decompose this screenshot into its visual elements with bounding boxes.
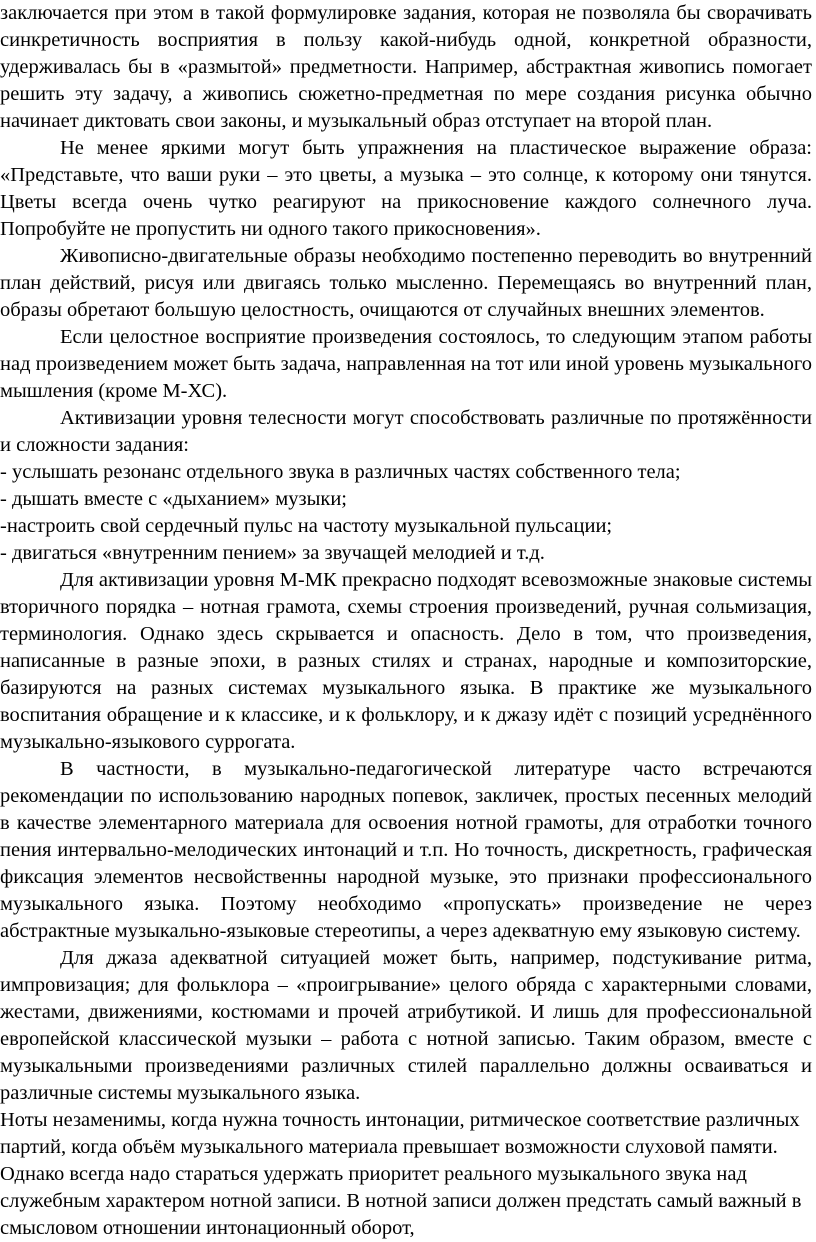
paragraph: Ноты незаменимы, когда нужна точность интонации, ритмическое соответствие различных партий, когда объём музыкального материала превышает возможности слуховой памяти. Однако всегда надо стараться удержать приоритет реального музыкального звука над служебным характером нотной записи. В нотной записи должен предстать самый важный в смысловом отношении интонационный оборот,	[0, 1109, 802, 1239]
paragraph: Не менее яркими могут быть упражнения на пластическое выражение образа: «Представьте, что ваши руки – это цветы, а музыка – это солнце, к которому они тянутся. Цветы всегда очень чутко реагируют на прикосновение каждого солнечного луча. Попробуйте не пропустить ни одного такого прикосновения».	[0, 137, 812, 240]
list-item: -настроить свой сердечный пульс на частоту музыкальной пульсации;	[0, 515, 613, 537]
paragraph: В частности, в музыкально-педагогической литературе часто встречаются рекомендации по использованию народных попевок, закличек, простых песенных мелодий в качестве элементарного материала для освоения нотной грамоты, для отработки точного пения интервально-мелодических интонаций и т.п. Но точность, дискретность, графическая фиксация элементов несвойственны народной музыке, это признаки профессионального музыкального языка. Поэтому необходимо «пропускать» произведение не через абстрактные музыкально-языковые стереотипы, а через адекватную ему языковую систему.	[0, 758, 812, 942]
paragraph: Для джаза адекватной ситуацией может быть, например, подстукивание ритма, импровизация; для фольклора – «проигрывание» целого обряда с характерными словами, жестами, движениями, костюмами и прочей атрибутикой. И лишь для профессиональной европейской классической музыки – работа с нотной записью. Таким образом, вместе с музыкальными произведениями различных стилей параллельно должны осваиваться и различные системы музыкального языка.	[0, 947, 812, 1104]
paragraph: заключается при этом в такой формулировке задания, которая не позволяла бы сворачивать синкретичность восприятия в пользу какой-нибудь одной, конкретной образности, удерживалась бы в «размытой» предметности. Например, абстрактная живопись помогает решить эту задачу, а живопись сюжетно-предметная по мере создания рисунка обычно начинает диктовать свои законы, и музыкальный образ отступает на второй план.	[0, 2, 812, 132]
paragraph: Активизации уровня телесности могут способствовать различные по протяжённости и сложности задания:	[0, 407, 812, 456]
list-item: - дышать вместе с «дыханием» музыки;	[0, 488, 347, 510]
paragraph: Если целостное восприятие произведения состоялось, то следующим этапом работы над произведением может быть задача, направленная на тот или иной уровень музыкального мышления (кроме М-ХС).	[0, 326, 813, 402]
paragraph: Живописно-двигательные образы необходимо постепенно переводить во внутренний план действий, рисуя или двигаясь только мысленно. Перемещаясь во внутренний план, образы обретают большую целостность, очищаются от случайных внешних элементов.	[0, 245, 812, 321]
paragraph: Для активизации уровня М-МК прекрасно подходят всевозможные знаковые системы вторичного порядка – нотная грамота, схемы строения произведений, ручная сольмизация, терминология. Однако здесь скрывается и опасность. Дело в том, что произведения, написанные в разные эпохи, в разных стилях и странах, народные и композиторские, базируются на разных системах музыкального языка. В практике же музыкального воспитания обращение и к классике, и к фольклору, и к джазу идёт с позиций усреднённого музыкально-языкового суррогата.	[0, 569, 812, 753]
list-item: - услышать резонанс отдельного звука в различных частях собственного тела;	[0, 461, 681, 483]
list-item: - двигаться «внутренним пением» за звучащей мелодией и т.д.	[0, 542, 545, 564]
